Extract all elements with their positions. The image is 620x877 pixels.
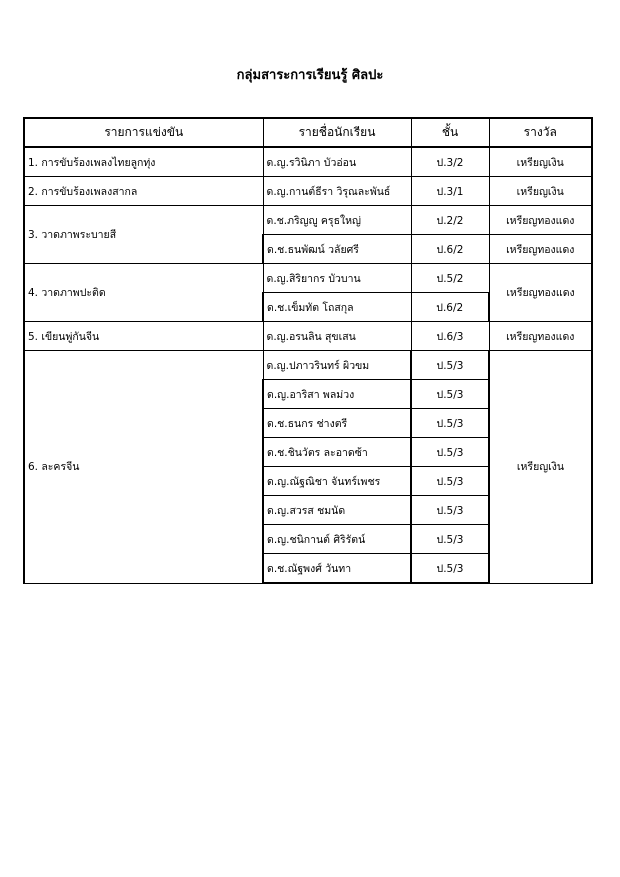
student-level: ป.6/3 bbox=[411, 322, 489, 351]
competition-cell: 1. การขับร้องเพลงไทยลูกทุ่ง bbox=[24, 147, 263, 177]
table-header-row bbox=[24, 118, 592, 147]
student-name: ด.ช.ธนกร ช่างตรี bbox=[263, 409, 411, 438]
student-level: ป.6/2 bbox=[411, 293, 489, 322]
table-row bbox=[24, 264, 592, 293]
student-level: ป.6/2 bbox=[411, 235, 489, 264]
student-name: ด.ญ.ชนิกานต์ ศิริรัตน์ bbox=[263, 525, 411, 554]
awards-table bbox=[23, 117, 593, 584]
student-level: ป.2/2 bbox=[411, 206, 489, 235]
award-cell: เหรียญทองแดง bbox=[489, 322, 592, 351]
student-level: ป.5/3 bbox=[411, 525, 489, 554]
student-name: ด.ช.ภริญญู ครุธใหญ่ bbox=[263, 206, 411, 235]
student-name: ด.ญ.กานต์ธีรา วิรุณละพันธ์ bbox=[263, 177, 411, 206]
header-award: รางวัล bbox=[489, 118, 592, 147]
student-name: ด.ช.ชินวัตร ละอาดซ้า bbox=[263, 438, 411, 467]
header-competition: รายการแข่งขัน bbox=[24, 118, 263, 147]
table-row bbox=[24, 351, 592, 380]
award-cell: เหรียญทองแดง bbox=[489, 206, 592, 235]
student-name: ด.ญ.รวินิภา บัวอ่อน bbox=[263, 147, 411, 177]
student-level: ป.5/2 bbox=[411, 264, 489, 293]
student-name: ด.ญ.สิริยากร บัวบาน bbox=[263, 264, 411, 293]
competition-cell: 3. วาดภาพระบายสี bbox=[24, 206, 263, 264]
student-level: ป.5/3 bbox=[411, 496, 489, 525]
award-cell: เหรียญทองแดง bbox=[489, 264, 592, 322]
award-cell: เหรียญเงิน bbox=[489, 147, 592, 177]
student-name: ด.ญ.อรนลิน สุขเสน bbox=[263, 322, 411, 351]
header-students: รายชื่อนักเรียน bbox=[263, 118, 411, 147]
student-level: ป.5/3 bbox=[411, 409, 489, 438]
table-row bbox=[24, 206, 592, 235]
student-name: ด.ญ.ปภาวรินทร์ ผิวขม bbox=[263, 351, 411, 380]
competition-cell: 5. เขียนพู่กันจีน bbox=[24, 322, 263, 351]
award-cell: เหรียญเงิน bbox=[489, 351, 592, 584]
table-row bbox=[24, 322, 592, 351]
award-cell: เหรียญทองแดง bbox=[489, 235, 592, 264]
student-name: ด.ช.เข็มทัต โถสกุล bbox=[263, 293, 411, 322]
student-level: ป.5/3 bbox=[411, 351, 489, 380]
student-name: ด.ญ.สวรส ชมนัด bbox=[263, 496, 411, 525]
competition-cell: 4. วาดภาพปะติด bbox=[24, 264, 263, 322]
document-title: กลุ่มสาระการเรียนรู้ ศิลปะ bbox=[236, 68, 384, 83]
student-level: ป.3/2 bbox=[411, 147, 489, 177]
competition-cell: 2. การขับร้องเพลงสากล bbox=[24, 177, 263, 206]
competition-cell: 6. ละครจีน bbox=[24, 351, 263, 584]
table-row bbox=[24, 147, 592, 177]
header-level: ชั้น bbox=[411, 118, 489, 147]
student-level: ป.5/3 bbox=[411, 467, 489, 496]
table-row bbox=[24, 177, 592, 206]
student-level: ป.3/1 bbox=[411, 177, 489, 206]
student-level: ป.5/3 bbox=[411, 380, 489, 409]
student-level: ป.5/3 bbox=[411, 554, 489, 584]
student-name: ด.ช.ณัฐพงศ์ วันทา bbox=[263, 554, 411, 584]
award-cell: เหรียญเงิน bbox=[489, 177, 592, 206]
student-name: ด.ญ.ณัฐณิชา จันทร์เพชร bbox=[263, 467, 411, 496]
student-name: ด.ช.ธนพัฒน์ วลัยศรี bbox=[263, 235, 411, 264]
student-level: ป.5/3 bbox=[411, 438, 489, 467]
student-name: ด.ญ.อาริสา พลม่วง bbox=[263, 380, 411, 409]
